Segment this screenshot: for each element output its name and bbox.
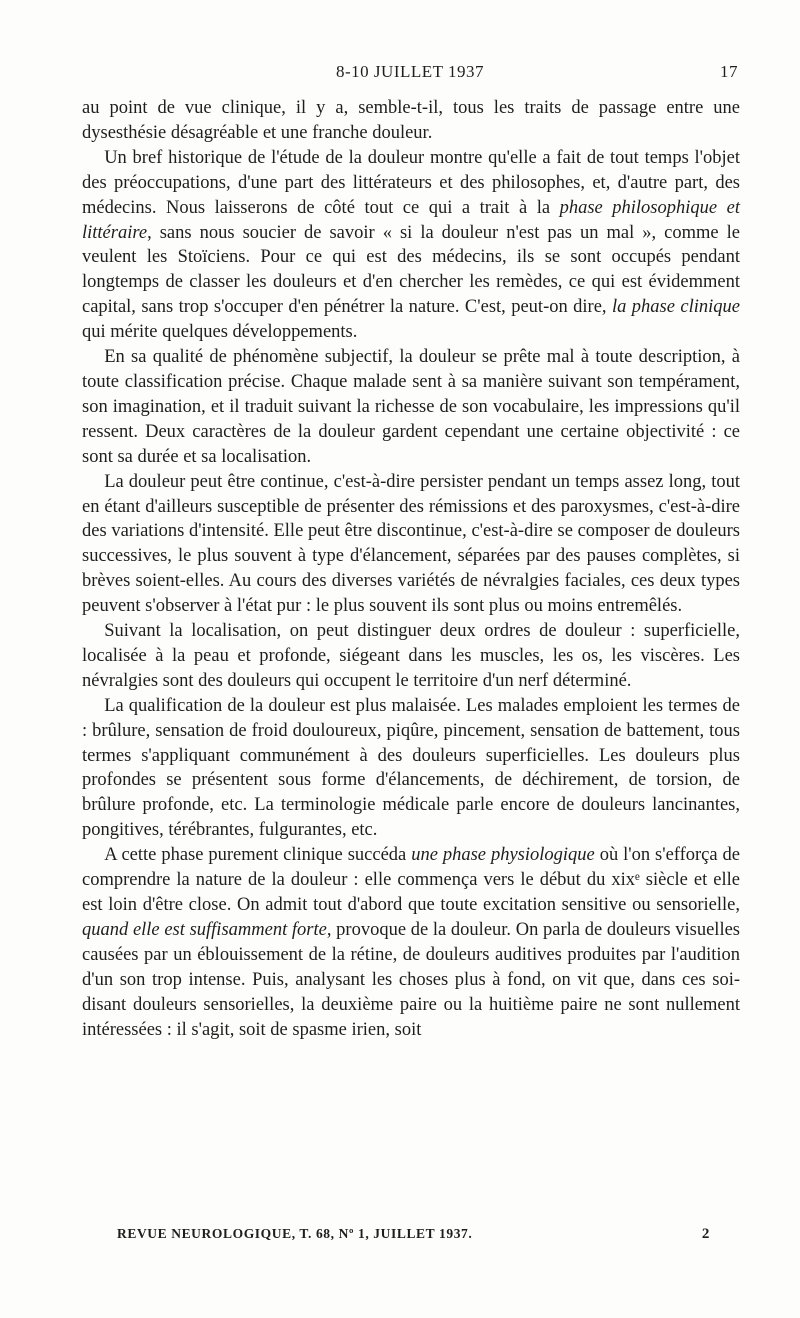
italic-phrase: phase philosophique et littéraire — [82, 197, 740, 243]
text-run: au point de vue clinique, il y a, semble-t-il, tous les traits de passage entre une dysesthésie désagréable et une franche douleur. — [82, 98, 740, 143]
text-run: qui mérite quelques développements. — [82, 322, 358, 343]
body-paragraph — [82, 619, 740, 694]
text-run: La qualification de la douleur est plus malaisée. Les malades emploient les termes de : brûlure, sensation de froid douloureux, piqûre, pincement, sensation de battement, tous termes s'appliquant communément à des douleurs superficielles. Les douleurs plus profondes se présentent sous forme d'élancements, de déchirement, de torsion, de brûlure profonde, etc. La terminologie médicale parle encore de douleurs lancinantes, pongitives, térébrantes, fulgurantes, etc. — [82, 695, 740, 841]
body-paragraph — [82, 96, 740, 146]
running-head — [82, 62, 738, 84]
text-run: , provoque de la douleur. On parla de douleurs visuelles causées par un éblouissement de la rétine, de douleurs auditives produites par l'audition d'un son trop intense. Puis, analysant les choses plus à fond, on vit que, dans ces soi-disant douleurs sensorielles, la deuxième paire ou la huitième paire ne sont nullement intéressées : il s'agit, soit de spasme irien, soit — [82, 919, 741, 1040]
text-run: , sans nous soucier de savoir « si la douleur n'est pas un mal », comme le veulent les Stoïciens. Pour ce qui est des médecins, ils se sont occupés pendant longtemps de classer les douleurs et d'en chercher les remèdes, ce qui est évidemment capital, sans trop s'occuper d'en pénétrer la nature. C'est, peut-on dire, — [82, 222, 740, 318]
body-paragraph — [82, 843, 740, 1042]
italic-phrase: la phase clinique — [611, 297, 740, 318]
text-run: Un bref historique de l'étude de la douleur montre qu'elle a fait de tout temps l'objet des préoccupations, d'une part des littérateurs et des philosophes, et, d'autre part, des médecins. Nous laisserons de côté tout ce qui a trait à la — [82, 147, 740, 218]
italic-phrase: quand elle est suffisamment forte — [82, 919, 327, 940]
text-run: La douleur peut être continue, c'est-à-dire persister pendant un temps assez long, tout en étant d'ailleurs susceptible de présenter des rémissions et des paroxysmes, c'est-à-dire des variations d'intensité. Elle peut être discontinue, c'est-à-dire se composer de douleurs successives, le plus souvent à type d'élancement, séparées par des pauses complètes, si brèves soient-elles. Au cours des diverses variétés de névralgies faciales, ces deux types peuvent s'observer à l'état pur : le plus souvent ils sont plus ou moins entremêlés. — [82, 471, 740, 617]
text-run: En sa qualité de phénomène subjectif, la douleur se prête mal à toute description, à toute classification précise. Chaque malade sent à sa manière suivant son tempérament, son imagination, et il traduit suivant la richesse de son vocabulaire, les impressions qu'il ressent. Deux caractères de la douleur gardent cependant une certaine objectivité : ce sont sa durée et sa localisation. — [82, 347, 740, 467]
signature-mark: 2 — [701, 1226, 710, 1242]
page-footer — [117, 1226, 710, 1248]
page-number: 17 — [720, 62, 738, 81]
body-paragraph — [82, 146, 740, 345]
italic-phrase: une phase physiologique — [411, 845, 595, 866]
body-paragraph — [82, 694, 740, 843]
text-run: A cette phase purement clinique succéda — [104, 845, 412, 866]
text-run: Suivant la localisation, on peut distinguer deux ordres de douleur : superficielle, localisée à la peau et profonde, siégeant dans les muscles, les os, les viscères. Les névralgies sont des douleurs qui occupent le territoire d'un nerf déterminé. — [82, 621, 740, 691]
body-paragraph — [82, 345, 740, 470]
running-head-date: 8-10 JUILLET 1937 — [336, 62, 484, 81]
article-body — [82, 96, 740, 1042]
journal-citation: REVUE NEUROLOGIQUE, T. 68, Nº 1, JUILLET 1937. — [117, 1226, 473, 1241]
body-paragraph — [82, 470, 740, 619]
text-run: où l'on s'efforça de comprendre la nature de la douleur : elle commença vers le début du xixᵉ siècle et elle est loin d'être close. On admit tout d'abord que toute excitation sensitive ou sensorielle, — [82, 845, 741, 915]
